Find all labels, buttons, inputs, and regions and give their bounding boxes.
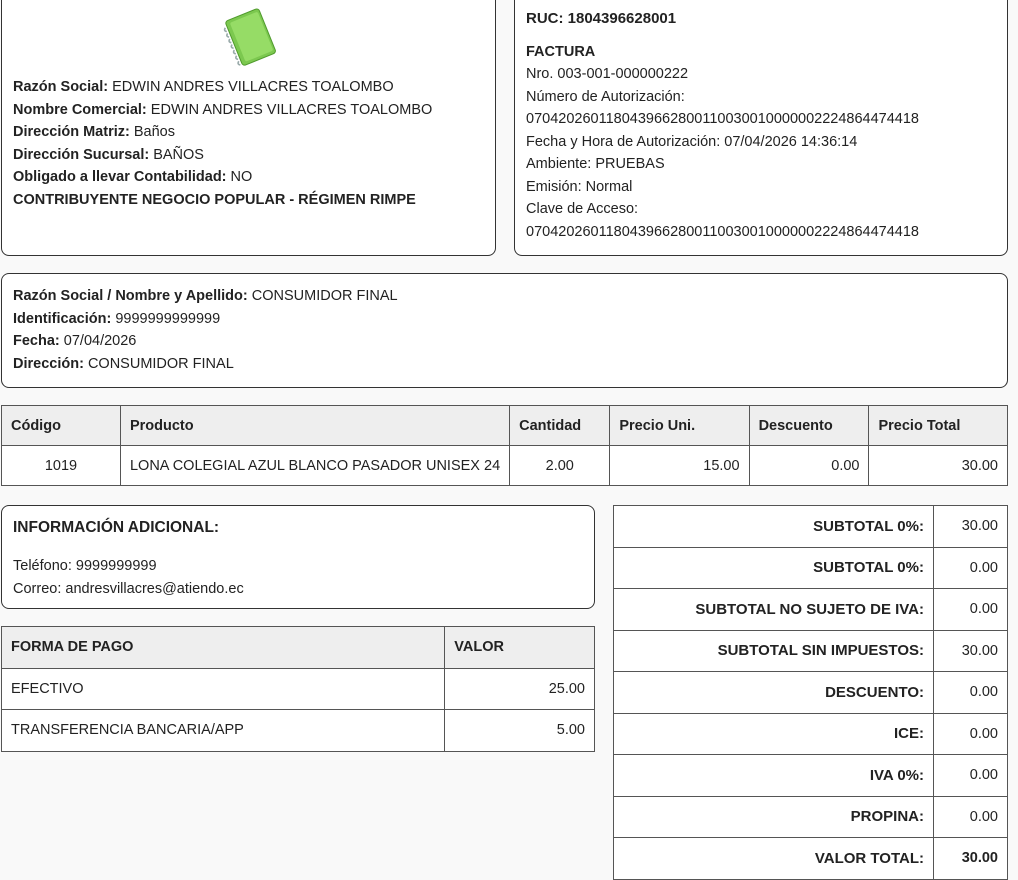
total-value: 0.00 bbox=[934, 672, 1008, 714]
item-cell: 2.00 bbox=[510, 446, 610, 486]
total-label: SUBTOTAL SIN IMPUESTOS: bbox=[614, 630, 934, 672]
emitter-details bbox=[13, 76, 432, 189]
totals-row bbox=[614, 755, 1008, 797]
ruc-label: RUC: 1804396628001 bbox=[526, 10, 677, 27]
buyer-label: Razón Social / Nombre y Apellido: bbox=[13, 288, 248, 304]
buyer-row bbox=[13, 353, 398, 376]
emitter-row bbox=[13, 166, 432, 189]
emitter-row bbox=[13, 99, 432, 122]
emitter-row bbox=[13, 144, 432, 167]
emitter-value: Baños bbox=[133, 124, 175, 140]
total-value: 30.00 bbox=[934, 838, 1008, 880]
items-column-header: Precio Total bbox=[869, 406, 1008, 446]
green-notebook-icon bbox=[220, 7, 282, 69]
additional-info-title: INFORMACIÓN ADICIONAL: bbox=[13, 519, 220, 536]
payments-header-row bbox=[2, 627, 595, 669]
items-column-header: Precio Uni. bbox=[610, 406, 749, 446]
total-value: 30.00 bbox=[934, 630, 1008, 672]
totals-row bbox=[614, 630, 1008, 672]
invoice-detail-line: Emisión: Normal bbox=[526, 178, 633, 195]
buyer-row bbox=[13, 285, 398, 308]
total-label: SUBTOTAL 0%: bbox=[614, 506, 934, 548]
payment-amount: 25.00 bbox=[445, 668, 595, 710]
buyer-details bbox=[13, 285, 398, 375]
invoice-detail-line: Clave de Acceso: bbox=[526, 201, 639, 217]
table-row bbox=[2, 668, 595, 710]
invoice-detail-line: Nro. 003-001-000000222 bbox=[526, 66, 689, 82]
buyer-value: CONSUMIDOR FINAL bbox=[251, 288, 398, 304]
total-label: SUBTOTAL 0%: bbox=[614, 547, 934, 589]
emitter-value: BAÑOS bbox=[153, 146, 204, 163]
item-cell: 0.00 bbox=[749, 446, 869, 486]
additional-info-panel bbox=[1, 505, 595, 609]
emitter-row bbox=[13, 121, 432, 144]
invoice-detail-line: 0704202601180439662800110030010000002224864474418 bbox=[526, 223, 919, 240]
total-label: SUBTOTAL NO SUJETO DE IVA: bbox=[614, 589, 934, 631]
invoice-info-panel bbox=[514, 0, 1008, 256]
total-value: 30.00 bbox=[934, 506, 1008, 548]
items-column-header: Descuento bbox=[749, 406, 869, 446]
buyer-row bbox=[13, 308, 398, 331]
emitter-label: Nombre Comercial: bbox=[13, 101, 147, 118]
items-column-header: Código bbox=[2, 406, 121, 446]
total-label: PROPINA: bbox=[614, 796, 934, 838]
totals-row bbox=[614, 838, 1008, 880]
item-cell: 1019 bbox=[2, 446, 121, 486]
payment-method: TRANSFERENCIA BANCARIA/APP bbox=[2, 710, 445, 752]
total-label: ICE: bbox=[614, 713, 934, 755]
payments-column-header: FORMA DE PAGO bbox=[2, 627, 445, 669]
additional-info-details bbox=[13, 555, 244, 600]
item-cell: 30.00 bbox=[869, 446, 1008, 486]
emitter-value: EDWIN ANDRES VILLACRES TOALOMBO bbox=[112, 79, 394, 95]
totals-row bbox=[614, 672, 1008, 714]
payments-column-header: VALOR bbox=[445, 627, 595, 669]
emitter-value: EDWIN ANDRES VILLACRES TOALOMBO bbox=[150, 101, 433, 118]
buyer-value: CONSUMIDOR FINAL bbox=[87, 355, 234, 372]
items-table bbox=[1, 405, 1008, 486]
buyer-label: Fecha: bbox=[13, 333, 60, 349]
emitter-panel bbox=[1, 0, 496, 256]
total-value: 0.00 bbox=[934, 547, 1008, 589]
total-value: 0.00 bbox=[934, 589, 1008, 631]
buyer-panel bbox=[1, 273, 1008, 388]
document-type: FACTURA bbox=[526, 44, 596, 60]
buyer-value: 07/04/2026 bbox=[63, 333, 137, 349]
total-label: VALOR TOTAL: bbox=[614, 838, 934, 880]
totals-row bbox=[614, 713, 1008, 755]
emitter-row bbox=[13, 76, 432, 99]
total-label: DESCUENTO: bbox=[614, 672, 934, 714]
totals-row bbox=[614, 506, 1008, 548]
totals-table bbox=[613, 505, 1008, 880]
buyer-row bbox=[13, 330, 398, 353]
regime-label: CONTRIBUYENTE NEGOCIO POPULAR - RÉGIMEN RIMPE bbox=[13, 192, 416, 208]
table-row bbox=[2, 446, 1008, 486]
item-cell: 15.00 bbox=[610, 446, 749, 486]
items-column-header: Producto bbox=[120, 406, 509, 446]
payments-table bbox=[1, 626, 595, 752]
total-label: IVA 0%: bbox=[614, 755, 934, 797]
invoice-details bbox=[526, 63, 919, 243]
totals-row bbox=[614, 589, 1008, 631]
buyer-label: Identificación: bbox=[13, 310, 112, 327]
payment-method: EFECTIVO bbox=[2, 668, 445, 710]
emitter-label: Dirección Sucursal: bbox=[13, 146, 150, 163]
total-value: 0.00 bbox=[934, 796, 1008, 838]
buyer-label: Dirección: bbox=[13, 355, 84, 372]
invoice-detail-line: 0704202601180439662800110030010000002224864474418 bbox=[526, 111, 919, 127]
totals-row bbox=[614, 796, 1008, 838]
items-header-row bbox=[2, 406, 1008, 446]
invoice-detail-line: Ambiente: PRUEBAS bbox=[526, 156, 665, 172]
additional-info-line: Teléfono: 9999999999 bbox=[13, 558, 157, 574]
emitter-label: Obligado a llevar Contabilidad: bbox=[13, 169, 227, 185]
totals-row bbox=[614, 547, 1008, 589]
table-row bbox=[2, 710, 595, 752]
emitter-value: NO bbox=[230, 169, 253, 185]
emitter-label: Dirección Matriz: bbox=[13, 124, 130, 140]
item-cell: LONA COLEGIAL AZUL BLANCO PASADOR UNISEX 24 bbox=[120, 446, 509, 486]
total-value: 0.00 bbox=[934, 713, 1008, 755]
payment-amount: 5.00 bbox=[445, 710, 595, 752]
emitter-label: Razón Social: bbox=[13, 79, 109, 95]
additional-info-line: Correo: andresvillacres@atiendo.ec bbox=[13, 580, 244, 597]
invoice-detail-line: Fecha y Hora de Autorización: 07/04/2026 14:36:14 bbox=[526, 133, 858, 150]
buyer-value: 9999999999999 bbox=[115, 310, 221, 327]
total-value: 0.00 bbox=[934, 755, 1008, 797]
items-column-header: Cantidad bbox=[510, 406, 610, 446]
invoice-detail-line: Número de Autorización: bbox=[526, 88, 685, 105]
